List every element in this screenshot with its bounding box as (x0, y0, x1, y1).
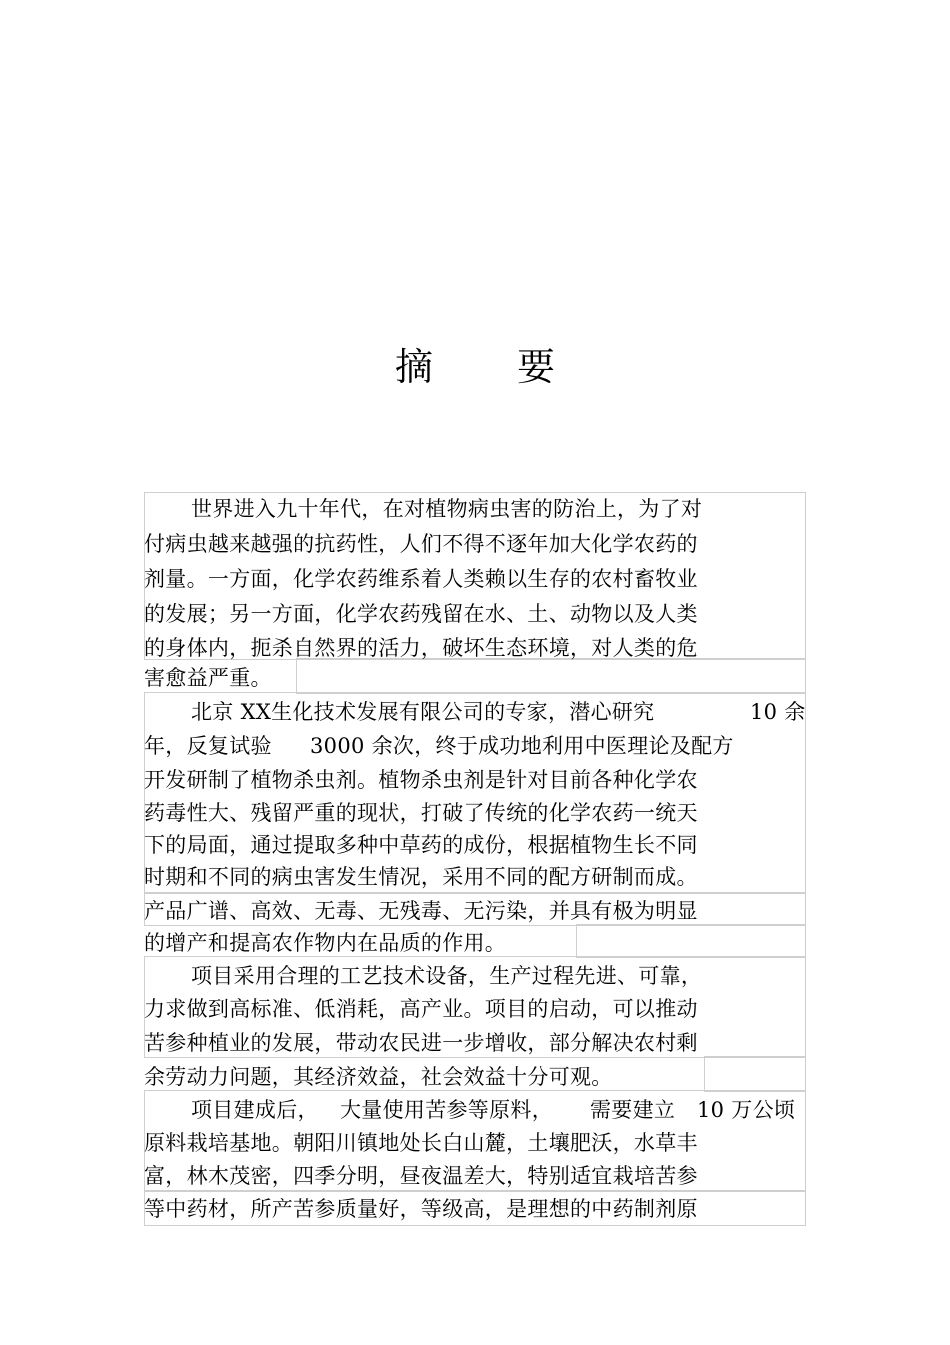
scan-box (576, 924, 806, 958)
text-line: 富，林木茂密，四季分明，昼夜温差大，特别适宜栽培苦参 (144, 1164, 698, 1188)
text-line: 力求做到高标准、低消耗，高产业。项目的启动，可以推动 (144, 997, 698, 1021)
text-line: 大量使用苦参等原料， (340, 1098, 553, 1122)
text-line: 10 余 (750, 700, 806, 724)
text-line: 项目采用合理的工艺技术设备，生产过程先进、可靠， (191, 964, 703, 988)
text-line: 付病虫越来越强的抗药性，人们不得不逐年加大化学农药的 (144, 532, 698, 556)
text-line: 开发研制了植物杀虫剂。植物杀虫剂是针对目前各种化学农 (144, 768, 698, 792)
text-line: 药毒性大、残留严重的现状，打破了传统的化学农药一统天 (144, 801, 698, 825)
page-title (0, 343, 950, 391)
text-line: 等中药材，所产苦参质量好，等级高，是理想的中药制剂原 (144, 1197, 698, 1221)
text-line: 的身体内，扼杀自然界的活力，破坏生态环境，对人类的危 (144, 636, 698, 660)
text-line: 的增产和提高农作物内在品质的作用。 (144, 931, 507, 955)
text-line: 3000 余次，终于成功地利用中医理论及配方 (310, 734, 734, 758)
text-line: 余劳动力问题，其经济效益，社会效益十分可观。 (144, 1065, 613, 1089)
text-line: 产品广谱、高效、无毒、无残毒、无污染，并具有极为明显 (144, 899, 698, 923)
text-line: 年，反复试验 (144, 734, 272, 758)
text-line: 需要建立 (590, 1098, 676, 1122)
scan-box (704, 1056, 806, 1092)
text-line: 时期和不同的病虫害发生情况，采用不同的配方研制而成。 (144, 865, 698, 889)
title-char-1: 摘 (394, 345, 433, 389)
text-line: 苦参种植业的发展，带动农民进一步增收，部分解决农村剩 (144, 1031, 698, 1055)
text-line: 世界进入九十年代，在对植物病虫害的防治上，为了对 (191, 497, 703, 521)
title-char-2: 要 (517, 345, 556, 389)
text-line: 害愈益严重。 (144, 666, 272, 690)
text-line: 剂量。一方面，化学农药维系着人类赖以生存的农村畜牧业 (144, 567, 698, 591)
text-line: 项目建成后， (191, 1098, 319, 1122)
text-line: 的发展；另一方面，化学农药残留在水、土、动物以及人类 (144, 602, 698, 626)
text-line: 10 万公顷 (697, 1098, 796, 1122)
scan-box (296, 658, 806, 694)
text-line: 北京 XX生化技术发展有限公司的专家，潜心研究 (191, 700, 655, 724)
text-line: 下的局面，通过提取多种中草药的成份，根据植物生长不同 (144, 833, 698, 857)
text-line: 原料栽培基地。朝阳川镇地处长白山麓，土壤肥沃，水草丰 (144, 1131, 698, 1155)
